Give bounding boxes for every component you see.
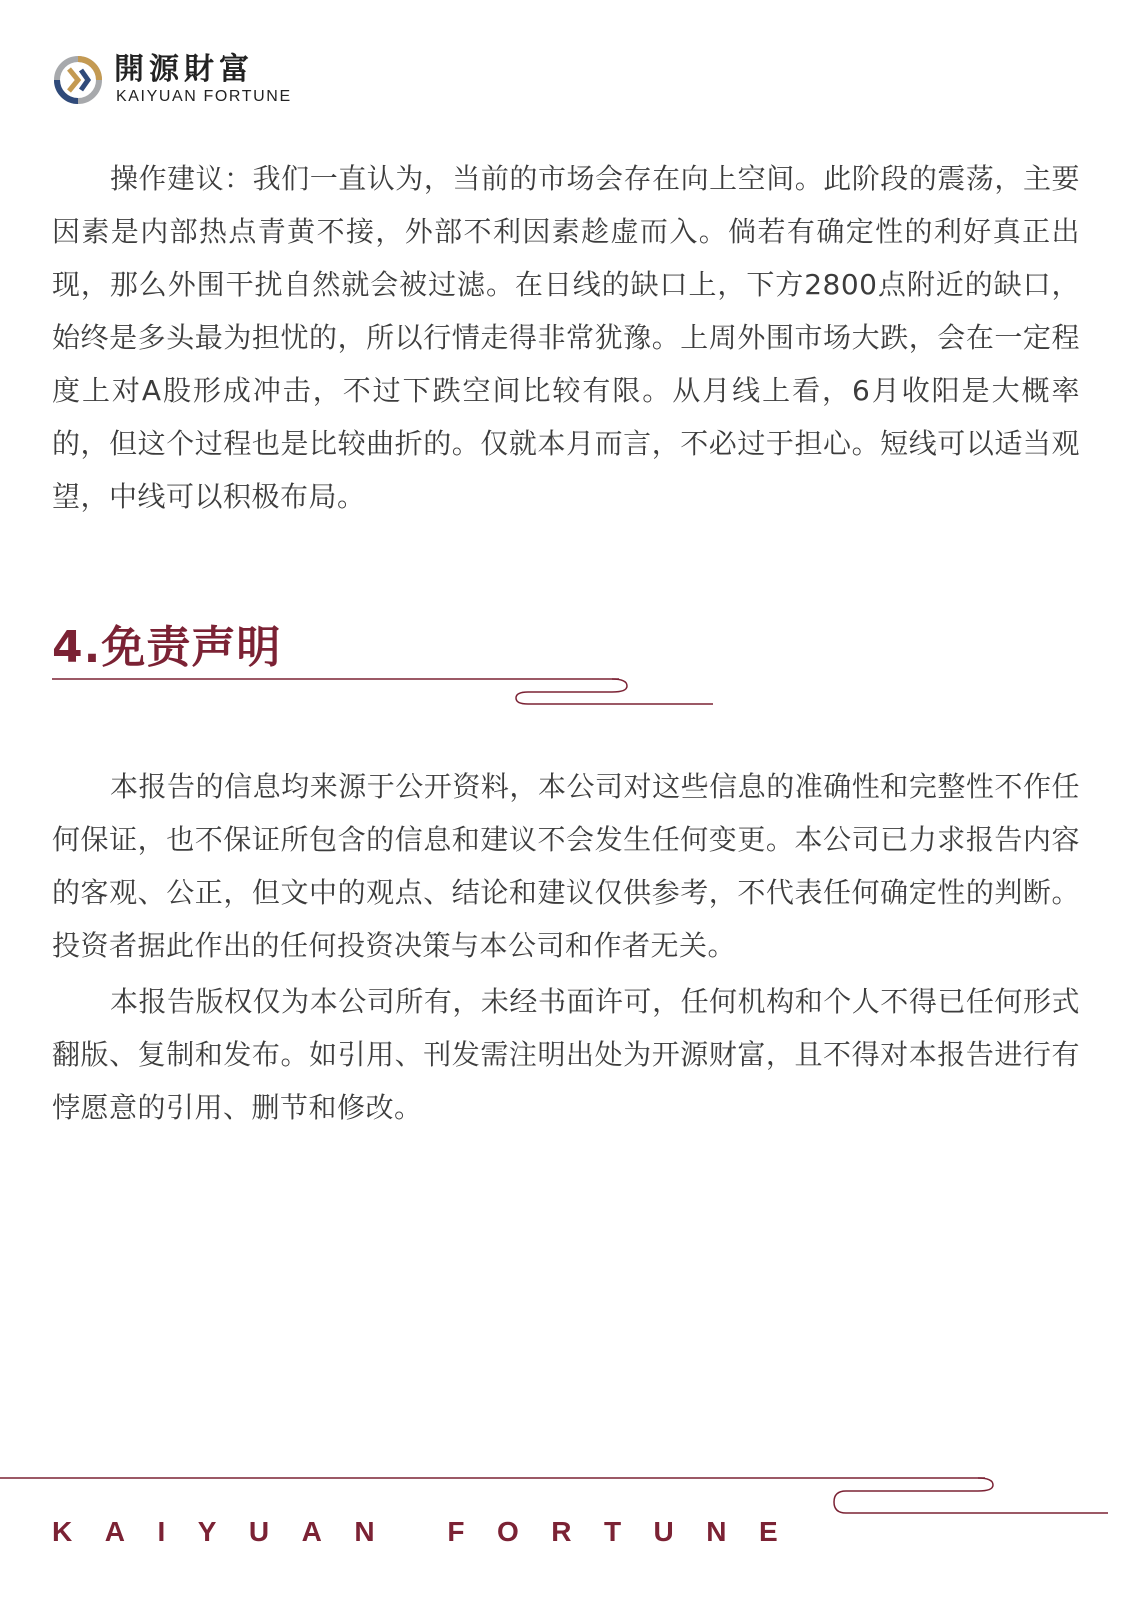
logo-chinese-name: 開源財富 — [114, 52, 254, 87]
logo-english-name: KAIYUAN FORTUNE — [116, 88, 292, 105]
brand-logo — [52, 52, 312, 108]
kaiyuan-logo-icon — [52, 54, 104, 106]
operation-advice-paragraph: 操作建议：我们一直认为，当前的市场会存在向上空间。此阶段的震荡，主要因素是内部热点青黄不接，外部不利因素趁虚而入。倘若有确定性的利好真正出现，那么外围干扰自然就会被过滤。在日线的缺口上，下方2800点附近的缺口，始终是多头最为担忧的，所以行情走得非常犹豫。上周外围市场大跌，会在一定程度上对A股形成冲击，不过下跌空间比较有限。从月线上看，6月收阳是大概率的，但这个过程也是比较曲折的。仅就本月而言，不必过于担心。短线可以适当观望，中线可以积极布局。 — [52, 162, 1080, 513]
disclaimer-paragraph-2: 本报告版权仅为本公司所有，未经书面许可，任何机构和个人不得已任何形式翻版、复制和发布。如引用、刊发需注明出处为开源财富，且不得对本报告进行有悖愿意的引用、删节和修改。 — [52, 985, 1080, 1124]
disclaimer-paragraph-1: 本报告的信息均来源于公开资料，本公司对这些信息的准确性和完整性不作任何保证，也不保证所包含的信息和建议不会发生任何变更。本公司已力求报告内容的客观、公正，但文中的观点、结论和建议仅供参考，不代表任何确定性的判断。投资者据此作出的任何投资决策与本公司和作者无关。 — [52, 770, 1080, 962]
section-title: 4.免责声明 — [52, 622, 282, 673]
footer-brand-text: KAIYUAN FORTUNE — [52, 1516, 811, 1547]
